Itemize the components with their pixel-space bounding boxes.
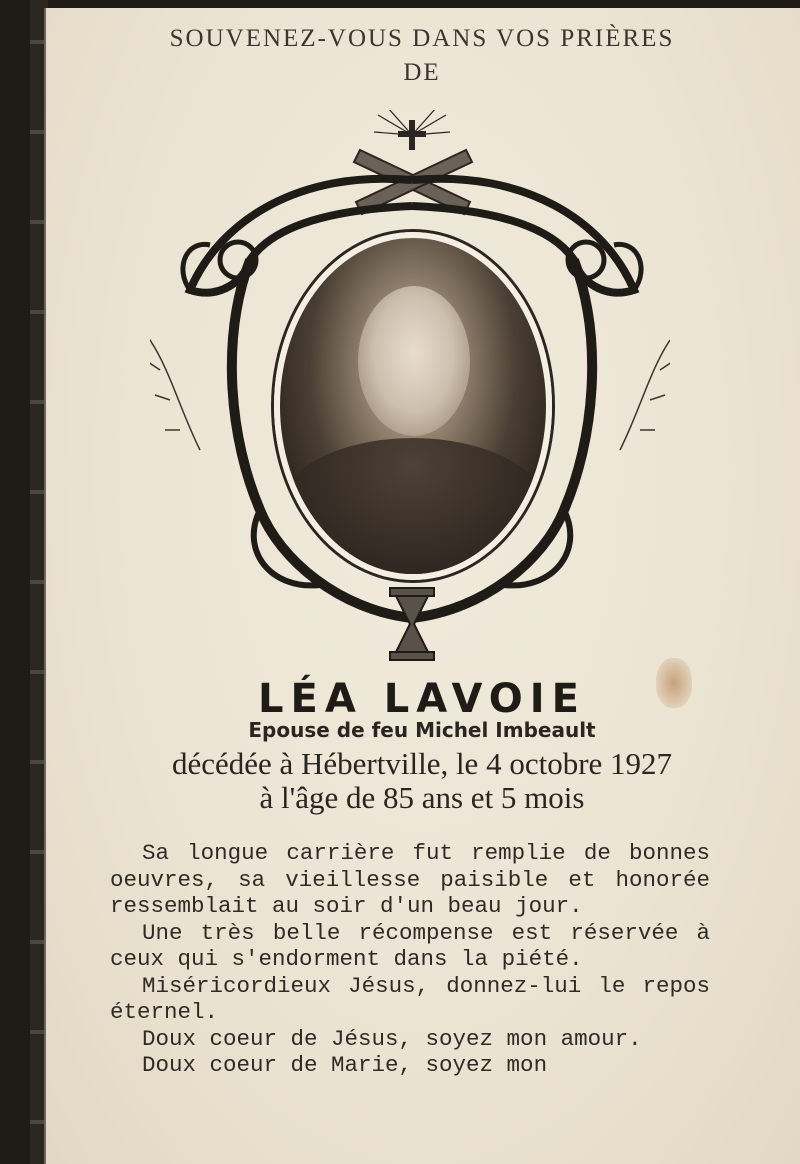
card-header: [44, 22, 800, 90]
header-line-2: DE: [403, 59, 441, 86]
death-line: décédée à Hébertville, le 4 octobre 1927: [171, 746, 673, 781]
deceased-name: LÉA LAVOIE: [258, 676, 586, 722]
paragraph: Une très belle récompense est réservée à ceux qui s'endorment dans la piété.: [110, 919, 710, 972]
prayer-text: [110, 840, 710, 1079]
cross-icon: [374, 110, 450, 150]
paragraph: Miséricordieux Jésus, donnez-lui le repos éternel.: [110, 972, 710, 1025]
portrait-body: [280, 438, 546, 578]
spouse-line: Epouse de feu Michel Imbeault: [248, 718, 596, 742]
paragraph: Doux coeur de Jésus, soyez mon amour.: [142, 1025, 642, 1052]
hourglass-icon: [390, 588, 434, 660]
header-line-1: SOUVENEZ-VOUS DANS VOS PRIÈRES: [169, 25, 675, 52]
portrait-photo: [274, 232, 552, 580]
portrait-face: [358, 286, 470, 436]
age-line: à l'âge de 85 ans et 5 mois: [259, 780, 585, 815]
paragraph: Sa longue carrière fut remplie de bonnes oeuvres, sa vieillesse paisible et honorée ressemblait au soir d'un beau jour.: [110, 840, 710, 919]
paragraph: Doux coeur de Marie, soyez mon: [142, 1052, 548, 1078]
